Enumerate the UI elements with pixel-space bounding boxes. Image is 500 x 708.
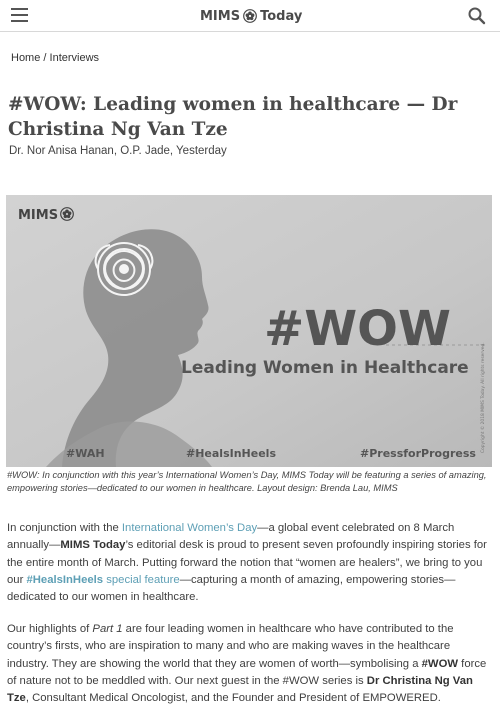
text: force of nature not to be meddled with. Our next guest in the #WOW series is xyxy=(7,657,487,687)
text: In conjunction with the xyxy=(7,522,122,534)
image-caption: #WOW: In conjunction with this year’s International Women’s Day, MIMS Today will be featuring a series of amazing, empowering stories—dedicated to our women in healthcare. Layout design: Brenda Lau, MIMS xyxy=(7,470,487,493)
breadcrumb xyxy=(11,52,99,64)
hero-tag-wah: #WAH xyxy=(66,447,105,460)
mims-today-bold: MIMS Today xyxy=(60,539,126,552)
hero-image xyxy=(6,195,492,467)
hero-tag-healsinheels: #HealsInHeels xyxy=(186,447,276,460)
text: are four leading women in healthcare who have contributed to the country’s firsts, who are inspiration to many and who are making waves in the healthcare industry. They are showing the world that they are women of worth—symbolising a xyxy=(7,623,454,670)
healsinheels-hashtag-link[interactable]: #HealsInHeels xyxy=(26,573,104,586)
hero-logo-text: MIMS xyxy=(18,208,59,223)
wow-bold: #WOW xyxy=(421,657,459,670)
article-byline: Dr. Nor Anisa Hanan, O.P. Jade, Yesterday xyxy=(9,145,227,157)
hero-copyright: Copyright © 2018 MIMS Today. All rights reserved. xyxy=(481,342,486,453)
article-paragraph-2 xyxy=(7,621,495,707)
special-feature-link[interactable]: special feature xyxy=(103,573,180,586)
brand-name-right: Today xyxy=(260,8,303,24)
breadcrumb-interviews-link[interactable]: Interviews xyxy=(49,52,100,64)
article-title: #WOW: Leading women in healthcare — Dr Christina Ng Van Tze xyxy=(8,94,458,140)
hero-illustration xyxy=(6,195,492,467)
hero-headline: #WOW xyxy=(264,301,451,357)
text: —capturing a month of amazing, empowering stories—dedicated to our women in healthcare. xyxy=(7,573,456,604)
hamburger-menu-icon[interactable] xyxy=(11,8,28,23)
flower-logo-icon xyxy=(243,9,257,23)
hero-tag-pressforprogress: #PressforProgress xyxy=(360,447,476,460)
hero-subheadline: Leading Women in Healthcare xyxy=(181,358,469,378)
text: Our highlights of xyxy=(7,623,93,635)
brand-name-left: MIMS xyxy=(200,8,241,24)
search-icon[interactable] xyxy=(467,6,487,26)
part-1-italic: Part 1 xyxy=(92,623,123,635)
brand-logo[interactable] xyxy=(200,7,302,25)
breadcrumb-home-link[interactable]: Home xyxy=(11,52,41,64)
guest-name-bold: Dr Christina Ng Van Tze xyxy=(7,674,473,705)
article-paragraph-1 xyxy=(7,520,495,606)
text: , Consultant Medical Oncologist, and the Founder and President of EMPOWERED. xyxy=(25,692,441,705)
text: —a global event celebrated on 8 March annually— xyxy=(7,522,455,552)
breadcrumb-separator: / xyxy=(40,52,50,64)
top-navigation-bar xyxy=(0,0,500,32)
international-womens-day-link[interactable]: International Women’s Day xyxy=(121,522,258,534)
text: ’s editorial desk is proud to present seven profoundly inspiring stories for the entire month of March. Putting forward the notion that “women are healers”, we bring to you our xyxy=(7,539,487,586)
